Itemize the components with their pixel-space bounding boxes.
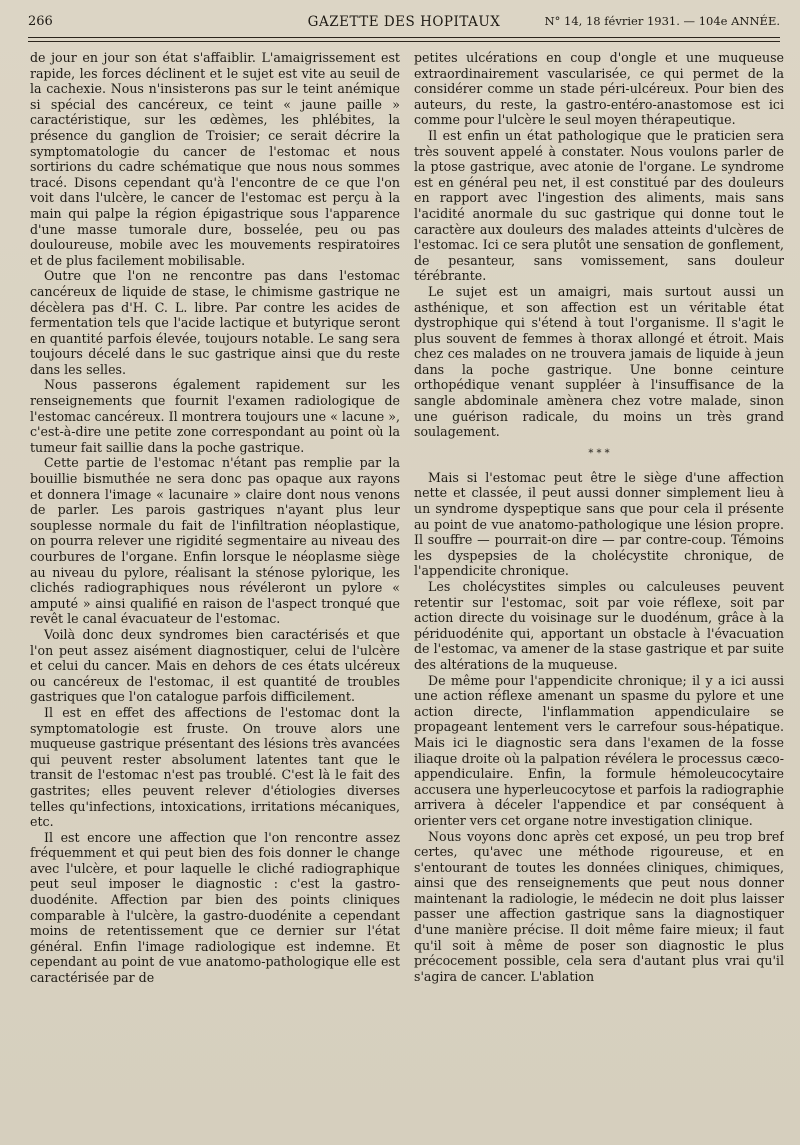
left-column [30, 50, 400, 1130]
right-column [414, 50, 784, 1130]
paragraph: de jour en jour son état s'affaiblir. L'amaigrissement est rapide, les forces déclinent et le sujet est vite au seuil de la cachexie. Nous n'insisterons pas sur le teint anémique si spécial des cancéreux, ce teint « jaune paille » caractéristique, sur les œdèmes, les phlébites, la présence du ganglion de Troisier; ce serait décrire la symptomatologie du cancer de l'estomac et nous sortirions du cadre schématique que nous nous sommes tracé. Disons cependant qu'à l'encontre de ce que l'on voit dans l'ulcère, le cancer de l'estomac est perçu à la main qui palpe la région épigastrique sous l'apparence d'une masse tumorale dure, bosselée, peu ou pas douloureuse, mobile avec les mouvements respiratoires et de plus facilement mobilisable. [30, 50, 400, 268]
page-header [28, 12, 780, 34]
journal-title: GAZETTE DES HOPITAUX [307, 14, 501, 30]
paragraph: Mais si l'estomac peut être le siège d'une affection nette et classée, il peut aussi donner simplement lieu à un syndrome dyspeptique sans que pour cela il présente au point de vue anatomo-pathologique une lésion propre. Il souffre — pourrait-on dire — par contre-coup. Témoins les dyspepsies de la cholécystite chronique, de l'appendicite chronique. [414, 469, 784, 579]
paragraph: Outre que l'on ne rencontre pas dans l'estomac cancéreux de liquide de stase, le chimisme gastrique ne décèlera pas d'H. C. L. libre. Par contre les acides de fermentation tels que l'acide lactique et butyrique seront en quantité parfois élevée, toujours notable. Le sang sera toujours décelé dans le suc gastrique ainsi que du reste dans les selles. [30, 268, 400, 377]
paragraph: Nous passerons également rapidement sur les renseignements que fournit l'examen radiologique de l'estomac cancéreux. Il montrera toujours une « lacune », c'est-à-dire une petite zone correspondant au point où la tumeur fait saillie dans la poche gastrique. [30, 377, 400, 455]
paragraph: Le sujet est un amaigri, mais surtout aussi un asthénique, et son affection est un véritable état dystrophique qui s'étend à tout l'organisme. Il s'agit le plus souvent de femmes à thorax allongé et étroit. Mais chez ces malades on ne trouvera jamais de liquide à jeun dans la poche gastrique. Une bonne ceinture orthopédique venant suppléer à l'insuffisance de la sangle abdominale amènera chez votre malade, sinon une guérison radicale, du moins un très grand soulagement. [414, 283, 784, 440]
section-separator: * * * [588, 447, 610, 459]
paragraph: De même pour l'appendicite chronique; il y a ici aussi une action réflexe amenant un spasme du pylore et une action directe, l'inflammation appendiculaire se propageant lentement vers le carrefour sous-hépatique. Mais ici le diagnostic sera dans l'examen de la fosse iliaque droite où la palpation révélera le processus cæco-appendiculaire. Enfin, la formule hémoleucocytaire accusera une hyperleucocytose et parfois la radiographie arrivera à déceler l'appendice et par conséquent à orienter vers cet organe notre investigation clinique. [414, 672, 784, 828]
paragraph: Nous voyons donc après cet exposé, un peu trop bref certes, qu'avec une méthode rigoureuse, et en s'entourant de toutes les données cliniques, chimiques, ainsi que des renseignements que peut nous donner maintenant la radiologie, le médecin ne doit plus laisser passer une affection gastrique sans la diagnostiquer d'une manière précise. Il doit même faire mieux; il faut qu'il soit à même de poser son diagnostic le plus précocement possible, cela sera d'autant plus vrai qu'il s'agira de cancer. L'ablation [414, 828, 784, 984]
paragraph: Voilà donc deux syndromes bien caractérisés et que l'on peut assez aisément diagnostiquer, celui de l'ulcère et celui du cancer. Mais en dehors de ces états ulcéreux ou cancéreux de l'estomac, il est quantité de troubles gastriques que l'on catalogue parfois difficilement. [30, 626, 400, 705]
paragraph: Il est encore une affection que l'on rencontre assez fréquemment et qui peut bien des fois donner le change avec l'ulcère, et pour laquelle le cliché radiographique peut seul imposer le diagnostic : c'est la gastro-duodénite. Affection par bien des points cliniques comparable à l'ulcère, la gastro-duodénite a cependant moins de retentissement que ce dernier sur l'état général. Enfin l'image radiologique est indemne. Et cependant au point de vue anatomo-pathologique elle est caractérisée par de [30, 829, 400, 986]
paragraph: Il est enfin un état pathologique que le praticien sera très souvent appelé à constater. Nous voulons parler de la ptose gastrique, avec atonie de l'organe. Le syndrome est en général peu net, il est constitué par des douleurs en rapport avec l'ingestion des aliments, mais sans l'acidité anormale du suc gastrique qui donne tout le caractère aux douleurs des malades atteints d'ulcères de l'estomac. Ici ce sera plutôt une sensation de gonflement, de pesanteur, sans vomissement, sans douleur térébrante. [414, 127, 784, 284]
paragraph: Les cholécystites simples ou calculeuses peuvent retentir sur l'estomac, soit par voie réflexe, soit par action directe du voisinage sur le duodénum, grâce à la périduodénite qui, apportant un obstacle à l'évacuation de l'estomac, va amener de la stase gastrique et par suite des altérations de la muqueuse. [414, 579, 784, 672]
issue-info: N° 14, 18 février 1931. — 104e ANNÉE. [544, 14, 780, 28]
page-number: 266 [28, 14, 53, 29]
paragraph: petites ulcérations en coup d'ongle et une muqueuse extraordinairement vascularisée, ce qui permet de la considérer comme un stade péri-ulcéreux. Pour bien des auteurs, du reste, la gastro-entéro-anastomose est ici comme pour l'ulcère le seul moyen thérapeutique. [414, 50, 784, 128]
paragraph: Il est en effet des affections de l'estomac dont la symptomatologie est fruste. On trouve alors une muqueuse gastrique présentant des lésions très avancées qui peuvent rester absolument latentes tant que le transit de l'estomac n'est pas troublé. C'est là le fait des gastrites; elles peuvent relever d'étiologies diverses telles qu'infections, intoxications, irritations mécaniques, etc. [30, 704, 400, 830]
paragraph: Cette partie de l'estomac n'étant pas remplie par la bouillie bismuthée ne sera donc pas opaque aux rayons et donnera l'image « lacunaire » claire dont nous venons de parler. Les parois gastriques n'ayant plus leur souplesse normale du fait de l'infiltration néoplastique, on pourra relever une rigidité segmentaire au niveau des courbures de l'organe. Enfin lorsque le néoplasme siège au niveau du pylore, réalisant la sténose pylorique, les clichés radiographiques nous révéleront un pylore « amputé » ainsi qualifié en raison de l'aspect tronqué que revêt le canal évacuateur de l'estomac. [30, 455, 400, 627]
header-rule-thin [28, 41, 780, 42]
header-rule [28, 37, 780, 38]
